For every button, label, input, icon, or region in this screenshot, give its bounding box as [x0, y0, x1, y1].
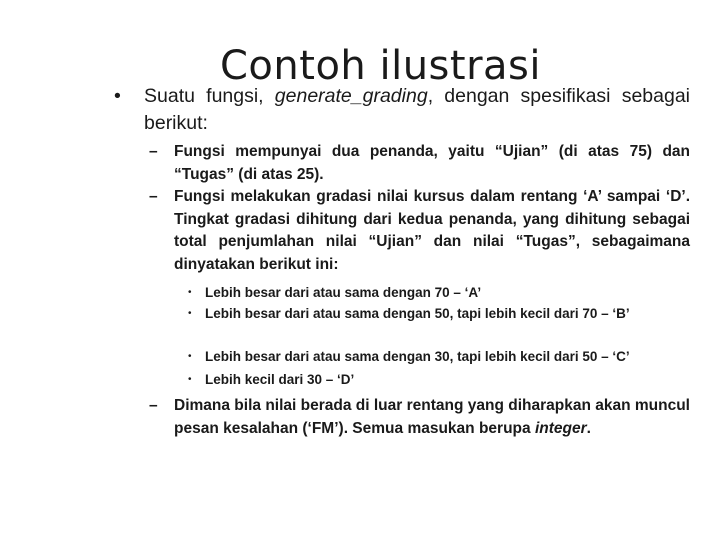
dash-marker: – [149, 188, 158, 205]
main-bullet-prefix: Suatu fungsi, [144, 85, 275, 107]
sub-item-text: Dimana bila nilai berada di luar rentang yang diharapkan akan muncul pesan kesalahan (‘FM’). Semua masukan berupa [174, 397, 690, 437]
dash-marker: – [149, 143, 158, 160]
sub-item-markers [149, 141, 690, 186]
grade-rule-text: Lebih besar dari atau sama dengan 30, tapi lebih kecil dari 50 – ‘C’ [205, 349, 630, 364]
bullet-marker: • [188, 374, 192, 385]
sub-item-error [149, 395, 690, 440]
bullet-marker: • [188, 351, 192, 362]
grade-rule-b [188, 304, 690, 323]
dash-marker: – [149, 397, 158, 414]
bullet-marker: • [114, 85, 121, 107]
grade-rule-c [188, 347, 690, 366]
sub-item-suffix: . [586, 419, 591, 437]
grade-rule-a [188, 283, 690, 302]
sub-item-text: Fungsi melakukan gradasi nilai kursus dalam rentang ‘A’ sampai ‘D’. Tingkat gradasi dihitung dari kedua penanda, yang dihitung sebagai total penjumlahan nilai “Ujian” dan nilai “Tugas”, sebagaimana dinyatakan berikut ini: [174, 188, 690, 273]
bullet-marker: • [188, 287, 192, 298]
grade-rule-text: Lebih besar dari atau sama dengan 50, tapi lebih kecil dari 70 – ‘B’ [205, 306, 630, 321]
grade-rule-text: Lebih besar dari atau sama dengan 70 – ‘A’ [205, 285, 482, 300]
slide-title: Contoh ilustrasi [220, 43, 541, 89]
bullet-marker: • [188, 308, 192, 319]
function-name: generate_grading [274, 85, 428, 107]
grade-rule-text: Lebih kecil dari 30 – ‘D’ [205, 372, 355, 387]
main-bullet [114, 83, 691, 137]
main-bullet-suffix: , dengan spesifikasi sebagai berikut: [144, 85, 691, 134]
sub-item-grading [149, 186, 690, 276]
sub-item-text: Fungsi mempunyai dua penanda, yaitu “Ujian” (di atas 75) dan “Tugas” (di atas 25). [174, 143, 690, 183]
grade-rule-d [188, 370, 690, 389]
integer-term: integer [534, 419, 587, 437]
